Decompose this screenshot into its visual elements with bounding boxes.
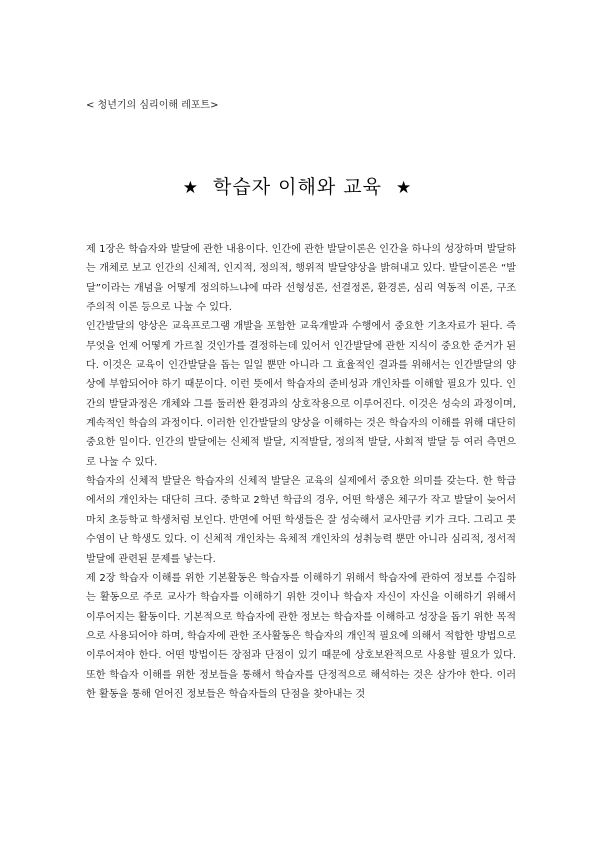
- paragraph-physical-development: 학습자의 신체적 발달은 학습자의 신체적 발달은 교육의 실제에서 중요한 의미를 갖는다. 한 학급에서의 개인차는 대단히 크다. 중학교 2학년 학급의 경우, 어떤 학생은 체구가 작고 발달이 늦어서 마치 초등학교 학생처럼 보인다. 반면에 어떤 학생들은 잘 성숙해서 교사만큼 키가 크다. 그리고 콧수염이 난 학생도 있다. 이 신체적 개인차는 육체적 개인차의 성취능력 뿐만 아니라 심리적, 정서적 발달에 관련된 문제를 낳는다.: [86, 476, 516, 565]
- document-title-text: 학습자 이해와 교육: [213, 176, 382, 198]
- document-body: [86, 240, 516, 704]
- paragraph-chapter-2-activities: 제 2장 학습자 이해를 위한 기본활동은 학습자를 이해하기 위해서 학습자에 관하여 정보를 수집하는 활동으로 주로 교사가 학습자를 이해하기 위한 것이나 학습자 자신이 자신을 이해하기 위해서 이루어지는 활동이다. 기본적으로 학습자에 관한 정보는 학습자를 이해하고 성장을 돕기 위한 목적으로 사용되어야 하며, 학습자에 관한 조사활동은 학습자의 개인적 필요에 의해서 적합한 방법으로 이루어져야 한다. 어떤 방법이든 장점과 단점이 있기 때문에 상호보완적으로 사용할 필요가 있다. 또한 학습자 이해를 위한 정보들을 통해서 학습자를 단정적으로 해석하는 것은 삼가야 한다. 이러한 활동을 통해 얻어진 정보들은 학습자들의 단점을 찾아내는 것: [86, 572, 516, 700]
- star-icon: ★: [182, 178, 200, 198]
- paragraph-human-development: 인간발달의 양상은 교육프로그램 개발을 포함한 교육개발과 수행에서 중요한 기초자료가 된다. 즉 무엇을 언제 어떻게 가르칠 것인가를 결정하는데 있어서 인간발달에 관한 지식이 중요한 준거가 된다. 이것은 교육이 인간발달을 돕는 일일 뿐만 아니라 그 효율적인 결과를 위해서는 인간발달의 양상에 부합되어야 하기 때문이다. 이런 뜻에서 학습자의 준비성과 개인차를 이해할 필요가 있다. 인간의 발달과정은 개체와 그를 둘러싼 환경과의 상호작용으로 이루어진다. 이것은 성숙의 과정이며, 계속적인 학습의 과정이다. 이러한 인간발달의 양상을 이해하는 것은 학습자의 이해를 위해 대단히 중요한 일이다. 인간의 발달에는 신체적 발달, 지적발달, 정의적 발달, 사회적 발달 등 여러 측면으로 나눌 수 있다.: [86, 321, 516, 468]
- document-title: [0, 172, 595, 199]
- paragraph-chapter-1-intro: 제 1장은 학습자와 발달에 관한 내용이다. 인간에 관한 발달이론은 인간을 하나의 성장하며 발달하는 개체로 보고 인간의 신체적, 인지적, 정의적, 행위적 발달양상을 밝혀내고 있다. 발달이론은 “발달”이라는 개념을 어떻게 정의하느냐에 따라 선형성론, 선결정론, 환경론, 심리 역동적 이론, 구조주의적 이론 등으로 나눌 수 있다.: [86, 244, 516, 314]
- star-icon: ★: [395, 178, 413, 198]
- report-header-note: < 청년기의 심리이해 레포트>: [86, 100, 219, 111]
